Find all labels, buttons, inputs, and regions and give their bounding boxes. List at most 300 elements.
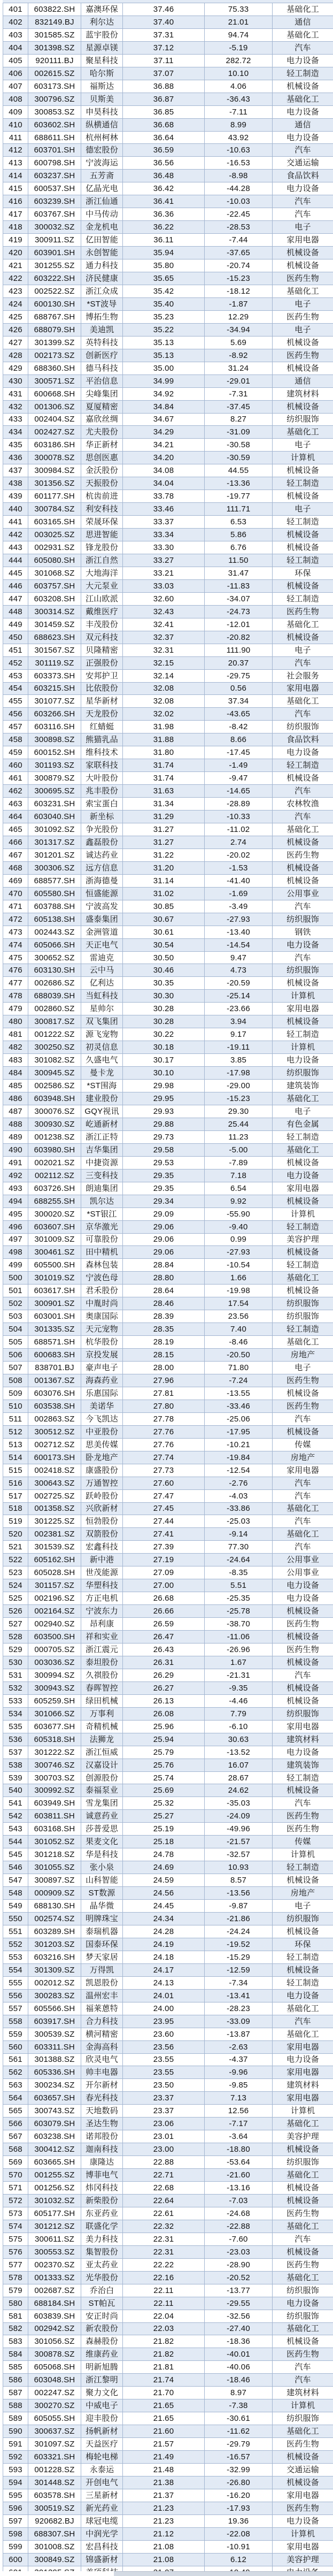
stock-name-cell[interactable]: 大叶股份 [81, 772, 123, 784]
value1-cell[interactable]: 33.27 [123, 554, 205, 567]
stock-name-cell[interactable]: 红蜻蜓 [81, 721, 123, 733]
stock-name-cell[interactable]: 卧龙地产 [81, 1451, 123, 1464]
stock-name-cell[interactable]: 森林包装 [81, 1259, 123, 1271]
stock-name-cell[interactable]: 大地海洋 [81, 567, 123, 579]
value1-cell[interactable]: 24.59 [123, 1874, 205, 1886]
stock-name-cell[interactable]: 思创医惠 [81, 452, 123, 464]
stock-code-cell[interactable]: 301068.SZ [28, 567, 81, 579]
stock-name-cell[interactable]: 聚力文化 [81, 2387, 123, 2399]
stock-code-cell[interactable]: 301052.SZ [28, 1836, 81, 1848]
industry-cell[interactable]: 建筑装饰 [286, 1081, 319, 1091]
value1-cell[interactable]: 27.44 [123, 1515, 205, 1527]
value1-cell[interactable]: 31.74 [123, 759, 205, 771]
row-index-cell[interactable]: 447 [3, 593, 28, 605]
value1-cell[interactable]: 24.78 [123, 1848, 205, 1861]
value1-cell[interactable]: 36.85 [123, 106, 205, 118]
row-index-cell[interactable]: 412 [3, 144, 28, 156]
industry-cell[interactable]: 家用电器 [286, 1004, 319, 1014]
row-index-cell[interactable]: 492 [3, 1169, 28, 1182]
row-index-cell[interactable]: 595 [3, 2489, 28, 2502]
row-index-cell[interactable]: 533 [3, 1695, 28, 1707]
industry-cell[interactable]: 医药生物 [286, 1401, 319, 1411]
stock-code-cell[interactable]: 301055.SZ [28, 1861, 81, 1874]
value2-cell[interactable]: -8.46 [205, 1336, 273, 1348]
row-index-cell[interactable]: 489 [3, 1131, 28, 1143]
industry-cell[interactable]: 基础化工 [286, 2170, 319, 2180]
value1-cell[interactable]: 27.74 [123, 1451, 205, 1464]
value2-cell[interactable]: -30.58 [205, 439, 273, 451]
stock-code-cell[interactable]: 603079.SH [28, 2118, 81, 2130]
value1-cell[interactable]: 31.27 [123, 836, 205, 849]
value2-cell[interactable]: -19.98 [205, 1285, 273, 1297]
stock-code-cell[interactable]: 300898.SZ [28, 733, 81, 746]
row-index-cell[interactable]: 498 [3, 1246, 28, 1258]
row-index-cell[interactable]: 414 [3, 170, 28, 182]
industry-cell[interactable]: 基础化工 [286, 1094, 319, 1103]
stock-code-cell[interactable]: 688184.SH [28, 2297, 81, 2310]
value1-cell[interactable]: 22.04 [123, 2310, 205, 2322]
industry-cell[interactable]: 美容护理 [286, 1235, 319, 1244]
value1-cell[interactable]: 29.06 [123, 1234, 205, 1246]
stock-code-cell[interactable]: 300945.SZ [28, 1067, 81, 1079]
value1-cell[interactable]: 24.69 [123, 1861, 205, 1874]
value2-cell[interactable]: -8.92 [205, 349, 273, 362]
value2-cell[interactable]: -8.35 [205, 1566, 273, 1579]
value1-cell[interactable]: 22.11 [123, 2297, 205, 2310]
stock-code-cell[interactable]: 605028.SH [28, 1566, 81, 1579]
value2-cell[interactable]: 7.13 [205, 2092, 273, 2104]
value1-cell[interactable]: 23.55 [123, 2054, 205, 2066]
value1-cell[interactable]: 21.74 [123, 2374, 205, 2386]
row-index-cell[interactable]: 501 [3, 1285, 28, 1297]
industry-cell[interactable]: 纺织服饰 [286, 1914, 319, 1923]
stock-name-cell[interactable]: 绿田机械 [81, 1695, 123, 1707]
row-index-cell[interactable]: 522 [3, 1554, 28, 1566]
row-index-cell[interactable]: 544 [3, 1836, 28, 1848]
value1-cell[interactable]: 24.56 [123, 1887, 205, 1899]
stock-code-cell[interactable]: 603578.SH [28, 2489, 81, 2502]
row-index-cell[interactable]: 509 [3, 1387, 28, 1400]
industry-cell[interactable]: 电力设备 [286, 1056, 319, 1065]
stock-code-cell[interactable]: 301459.SZ [28, 618, 81, 631]
value1-cell[interactable]: 26.29 [123, 1669, 205, 1681]
stock-code-cell[interactable]: 603216.SH [28, 1951, 81, 1963]
value2-cell[interactable]: -17.95 [205, 1426, 273, 1438]
stock-code-cell[interactable]: 001306.SZ [28, 401, 81, 413]
industry-cell[interactable]: 汽车 [295, 786, 311, 796]
stock-name-cell[interactable]: 梅轮电梯 [81, 2451, 123, 2463]
value2-cell[interactable]: 7.79 [205, 1708, 273, 1720]
stock-name-cell[interactable]: 英特科技 [81, 337, 123, 349]
industry-cell[interactable]: 环保 [295, 1939, 311, 1949]
stock-code-cell[interactable]: 300878.SZ [28, 2348, 81, 2360]
value1-cell[interactable]: 21.37 [123, 2489, 205, 2502]
value1-cell[interactable]: 27.41 [123, 1528, 205, 1540]
industry-cell[interactable]: 计算机 [290, 1209, 315, 1219]
stock-code-cell[interactable]: 605259.SH [28, 1695, 81, 1707]
stock-name-cell[interactable]: 利尔达 [81, 16, 123, 28]
row-index-cell[interactable]: 527 [3, 1618, 28, 1630]
row-index-cell[interactable]: 460 [3, 759, 28, 771]
row-index-cell[interactable]: 524 [3, 1579, 28, 1592]
row-index-cell[interactable]: 426 [3, 324, 28, 336]
industry-cell[interactable]: 基础化工 [286, 286, 319, 296]
value2-cell[interactable]: -32.56 [205, 2310, 273, 2322]
value2-cell[interactable]: -19.77 [205, 490, 273, 502]
stock-name-cell[interactable]: 双元科技 [81, 631, 123, 644]
stock-code-cell[interactable]: 603701.SH [28, 144, 81, 156]
value1-cell[interactable]: 27.09 [123, 1566, 205, 1579]
value2-cell[interactable]: -10.91 [205, 2541, 273, 2553]
value1-cell[interactable]: 21.08 [123, 2554, 205, 2566]
value1-cell[interactable]: 30.61 [123, 926, 205, 938]
value2-cell[interactable]: -24.64 [205, 1554, 273, 1566]
value2-cell[interactable]: -38.70 [205, 1618, 273, 1630]
value1-cell[interactable]: 31.20 [123, 862, 205, 874]
stock-name-cell[interactable]: 利安科技 [81, 503, 123, 515]
industry-cell[interactable]: 汽车 [295, 1799, 311, 1808]
row-index-cell[interactable]: 505 [3, 1336, 28, 1348]
row-index-cell[interactable]: 568 [3, 2143, 28, 2155]
value1-cell[interactable]: 34.29 [123, 426, 205, 438]
row-index-cell[interactable]: 433 [3, 414, 28, 426]
value1-cell[interactable]: 26.08 [123, 1708, 205, 1720]
row-index-cell[interactable]: 417 [3, 208, 28, 220]
row-index-cell[interactable]: 463 [3, 798, 28, 810]
stock-code-cell[interactable]: 002522.SZ [28, 285, 81, 297]
value1-cell[interactable]: 36.22 [123, 221, 205, 233]
value1-cell[interactable]: 21.57 [123, 2438, 205, 2450]
stock-code-cell[interactable]: 600152.SH [28, 746, 81, 759]
stock-name-cell[interactable]: 家联科技 [81, 759, 123, 771]
value1-cell[interactable]: 28.46 [123, 1297, 205, 1310]
row-index-cell[interactable]: 422 [3, 272, 28, 285]
value2-cell[interactable]: -20.74 [205, 259, 273, 272]
stock-name-cell[interactable]: 京投发展 [81, 1349, 123, 1361]
value2-cell[interactable]: -40.01 [205, 2348, 273, 2360]
industry-cell[interactable]: 汽车 [295, 197, 311, 207]
row-index-cell[interactable]: 485 [3, 1080, 28, 1092]
stock-name-cell[interactable]: 天益医疗 [81, 2438, 123, 2450]
stock-code-cell[interactable]: 300314.SZ [28, 606, 81, 618]
value2-cell[interactable]: -29.75 [205, 670, 273, 682]
stock-name-cell[interactable]: 博拓生物 [81, 311, 123, 323]
value1-cell[interactable]: 27.80 [123, 1400, 205, 1412]
industry-cell[interactable]: 纺织服饰 [286, 2158, 319, 2167]
industry-cell[interactable]: 机械设备 [286, 2478, 319, 2487]
stock-code-cell[interactable]: 001367.SZ [28, 1374, 81, 1387]
industry-cell[interactable]: 房地产 [290, 1350, 315, 1360]
value1-cell[interactable]: 36.48 [123, 170, 205, 182]
value2-cell[interactable]: -7.60 [205, 2233, 273, 2245]
value1-cell[interactable]: 33.30 [123, 541, 205, 554]
value1-cell[interactable]: 25.76 [123, 1759, 205, 1771]
stock-name-cell[interactable]: 云中马 [81, 964, 123, 976]
stock-code-cell[interactable]: 300250.SZ [28, 1041, 81, 1053]
value1-cell[interactable]: 25.19 [123, 1823, 205, 1835]
stock-name-cell[interactable]: *ST围海 [81, 1080, 123, 1092]
stock-name-cell[interactable]: 集智股份 [81, 2246, 123, 2258]
industry-cell[interactable]: 汽车 [295, 1542, 311, 1552]
value1-cell[interactable]: 33.46 [123, 503, 205, 515]
value2-cell[interactable]: -17.93 [205, 2502, 273, 2514]
row-index-cell[interactable]: 415 [3, 182, 28, 195]
value2-cell[interactable]: -14.65 [205, 785, 273, 797]
value2-cell[interactable]: -10.63 [205, 144, 273, 156]
row-index-cell[interactable]: 402 [3, 16, 28, 28]
stock-code-cell[interactable]: 603040.SH [28, 811, 81, 823]
value1-cell[interactable]: 23.55 [123, 2066, 205, 2078]
stock-name-cell[interactable]: 帅丰电器 [81, 2066, 123, 2078]
stock-code-cell[interactable]: 301399.SZ [28, 337, 81, 349]
stock-name-cell[interactable]: 京华激光 [81, 1221, 123, 1233]
stock-name-cell[interactable]: 大元泵业 [81, 580, 123, 592]
stock-name-cell[interactable]: 天元宠物 [81, 1323, 123, 1335]
stock-name-cell[interactable]: 争光股份 [81, 823, 123, 836]
industry-cell[interactable]: 机械设备 [286, 466, 319, 476]
value2-cell[interactable]: 9.47 [205, 952, 273, 964]
stock-name-cell[interactable]: 贝隆精密 [81, 644, 123, 656]
row-index-cell[interactable]: 459 [3, 746, 28, 759]
industry-cell[interactable]: 基础化工 [286, 2004, 319, 2013]
value1-cell[interactable]: 27.00 [123, 1579, 205, 1592]
stock-name-cell[interactable]: 思进智能 [81, 529, 123, 541]
value2-cell[interactable]: -18.36 [205, 2335, 273, 2348]
value1-cell[interactable]: 29.98 [123, 1080, 205, 1092]
value2-cell[interactable]: -1.69 [205, 888, 273, 900]
stock-name-cell[interactable]: 奥康国际 [81, 1310, 123, 1323]
value1-cell[interactable]: 35.40 [123, 298, 205, 310]
stock-name-cell[interactable]: 尤夫股份 [81, 426, 123, 438]
value2-cell[interactable]: -10.33 [205, 811, 273, 823]
value2-cell[interactable]: -13.55 [205, 1387, 273, 1400]
row-index-cell[interactable]: 495 [3, 1208, 28, 1220]
stock-code-cell[interactable]: 832149.BJ [28, 16, 81, 28]
value1-cell[interactable]: 32.02 [123, 708, 205, 720]
industry-cell[interactable]: 电力设备 [286, 1594, 319, 1603]
stock-code-cell[interactable]: 603222.SH [28, 272, 81, 285]
value2-cell[interactable]: 23.56 [205, 1310, 273, 1323]
industry-cell[interactable]: 基础化工 [286, 94, 319, 104]
row-index-cell[interactable]: 548 [3, 1887, 28, 1899]
value2-cell[interactable]: 37.34 [205, 695, 273, 707]
industry-cell[interactable]: 机械设备 [286, 1876, 319, 1885]
stock-name-cell[interactable]: 双飞集团 [81, 1015, 123, 1028]
value2-cell[interactable]: -20.52 [205, 2272, 273, 2284]
stock-name-cell[interactable]: 天正电气 [81, 939, 123, 951]
stock-name-cell[interactable]: 永泰运 [81, 2464, 123, 2476]
value2-cell[interactable]: -16.20 [205, 2489, 273, 2502]
value2-cell[interactable]: -17.98 [205, 1067, 273, 1079]
stock-name-cell[interactable]: 熊猫乳品 [81, 733, 123, 746]
stock-code-cell[interactable]: 002615.SZ [28, 67, 81, 80]
stock-name-cell[interactable]: 泰福泵业 [81, 1784, 123, 1797]
stock-code-cell[interactable]: 300746.SZ [28, 1759, 81, 1771]
row-index-cell[interactable]: 550 [3, 1913, 28, 1925]
stock-name-cell[interactable]: 万得凯 [81, 1964, 123, 1976]
stock-name-cell[interactable]: 乐惠国际 [81, 1387, 123, 1400]
value1-cell[interactable]: 35.23 [123, 311, 205, 323]
row-index-cell[interactable]: 425 [3, 311, 28, 323]
row-index-cell[interactable]: 408 [3, 93, 28, 105]
stock-code-cell[interactable]: 301066.SZ [28, 1708, 81, 1720]
value1-cell[interactable]: 34.21 [123, 439, 205, 451]
value2-cell[interactable]: -25.35 [205, 1592, 273, 1604]
value1-cell[interactable]: 28.80 [123, 1272, 205, 1284]
value2-cell[interactable]: -13.52 [205, 1746, 273, 1759]
value1-cell[interactable]: 36.41 [123, 195, 205, 208]
value1-cell[interactable]: 35.00 [123, 362, 205, 374]
stock-code-cell[interactable]: 603917.SH [28, 2015, 81, 2028]
stock-code-cell[interactable]: 605566.SH [28, 2002, 81, 2015]
stock-name-cell[interactable]: 天地数码 [81, 2105, 123, 2117]
value1-cell[interactable]: 29.93 [123, 1105, 205, 1118]
stock-code-cell[interactable]: 605080.SH [28, 554, 81, 567]
stock-name-cell[interactable]: 德马科技 [81, 362, 123, 374]
stock-name-cell[interactable]: 山科智能 [81, 1874, 123, 1886]
row-index-cell[interactable]: 416 [3, 195, 28, 208]
row-index-cell[interactable]: 428 [3, 349, 28, 362]
industry-cell[interactable]: 纺织服饰 [286, 2285, 319, 2295]
value2-cell[interactable]: 10.93 [205, 1861, 273, 1874]
industry-cell[interactable]: 基础化工 [286, 30, 319, 40]
value1-cell[interactable]: 28.15 [123, 1349, 205, 1361]
industry-cell[interactable]: 医药生物 [286, 2503, 319, 2513]
stock-code-cell[interactable]: 603822.SH [28, 3, 81, 16]
value1-cell[interactable]: 36.42 [123, 182, 205, 195]
value2-cell[interactable]: -21.60 [205, 2169, 273, 2181]
value1-cell[interactable]: 35.94 [123, 247, 205, 259]
row-index-cell[interactable]: 504 [3, 1323, 28, 1335]
stock-name-cell[interactable]: 创源股份 [81, 1772, 123, 1784]
row-index-cell[interactable]: 429 [3, 362, 28, 374]
industry-cell[interactable]: 机械设备 [286, 1965, 319, 1975]
industry-cell[interactable]: 基础化工 [286, 427, 319, 437]
row-index-cell[interactable]: 596 [3, 2502, 28, 2514]
value1-cell[interactable]: 36.11 [123, 234, 205, 246]
industry-cell[interactable]: 轻工制造 [286, 1952, 319, 1962]
value2-cell[interactable]: -8.42 [205, 721, 273, 733]
value1-cell[interactable]: 26.66 [123, 1605, 205, 1617]
row-index-cell[interactable]: 494 [3, 1195, 28, 1207]
value2-cell[interactable]: -1.87 [205, 298, 273, 310]
industry-cell[interactable]: 传媒 [295, 1837, 311, 1847]
stock-code-cell[interactable]: 688623.SH [28, 631, 81, 644]
industry-cell[interactable]: 机械设备 [286, 979, 319, 988]
stock-code-cell[interactable]: 300796.SZ [28, 93, 81, 105]
industry-cell[interactable]: 汽车 [295, 146, 311, 155]
value2-cell[interactable]: -6.10 [205, 1721, 273, 1733]
industry-cell[interactable]: 家用电器 [286, 1722, 319, 1731]
stock-code-cell[interactable]: 603116.SH [28, 721, 81, 733]
row-index-cell[interactable]: 556 [3, 1990, 28, 2002]
value2-cell[interactable]: -20.82 [205, 631, 273, 644]
stock-name-cell[interactable]: 雪龙集团 [81, 1797, 123, 1809]
stock-name-cell[interactable]: 浙江震元 [81, 1644, 123, 1656]
stock-code-cell[interactable]: 605068.SH [28, 2361, 81, 2373]
stock-code-cell[interactable]: 300743.SZ [28, 2105, 81, 2117]
value2-cell[interactable]: 1.67 [205, 1656, 273, 1669]
stock-code-cell[interactable]: 002164.SZ [28, 1605, 81, 1617]
stock-name-cell[interactable]: 宁波高发 [81, 900, 123, 913]
value1-cell[interactable]: 34.20 [123, 452, 205, 464]
row-index-cell[interactable]: 586 [3, 2374, 28, 2386]
industry-cell[interactable]: 机械设备 [286, 2196, 319, 2205]
value1-cell[interactable]: 30.30 [123, 990, 205, 1002]
value2-cell[interactable]: -28.90 [205, 2259, 273, 2271]
value1-cell[interactable]: 31.14 [123, 875, 205, 887]
stock-code-cell[interactable]: 301398.SZ [28, 42, 81, 54]
stock-code-cell[interactable]: 603607.SH [28, 1221, 81, 1233]
stock-name-cell[interactable]: 源飞宠物 [81, 1028, 123, 1041]
stock-name-cell[interactable]: 华是科技 [81, 1848, 123, 1861]
value2-cell[interactable]: -7.44 [205, 234, 273, 246]
value1-cell[interactable]: 27.76 [123, 1439, 205, 1451]
value1-cell[interactable]: 21.65 [123, 2399, 205, 2412]
industry-cell[interactable]: 机械设备 [286, 1248, 319, 1257]
stock-code-cell[interactable]: 003036.SZ [28, 1656, 81, 1669]
stock-code-cell[interactable]: 301585.SZ [28, 29, 81, 41]
industry-cell[interactable]: 医药生物 [286, 2440, 319, 2449]
stock-name-cell[interactable]: 久盛电气 [81, 1054, 123, 1066]
row-index-cell[interactable]: 583 [3, 2335, 28, 2348]
stock-name-cell[interactable]: 宏昌科技 [81, 2541, 123, 2553]
row-index-cell[interactable]: 579 [3, 2284, 28, 2297]
stock-code-cell[interactable]: 003025.SZ [28, 529, 81, 541]
stock-name-cell[interactable]: 豪声电子 [81, 1362, 123, 1374]
row-index-cell[interactable]: 476 [3, 964, 28, 976]
value2-cell[interactable]: 0.56 [205, 683, 273, 695]
stock-code-cell[interactable]: 688307.SH [28, 2528, 81, 2540]
value1-cell[interactable]: 31.88 [123, 733, 205, 746]
row-index-cell[interactable]: 442 [3, 529, 28, 541]
stock-code-cell[interactable]: 605336.SH [28, 2066, 81, 2078]
value2-cell[interactable]: -18.80 [205, 2143, 273, 2155]
row-index-cell[interactable]: 551 [3, 1925, 28, 1938]
value2-cell[interactable]: -11.62 [205, 2425, 273, 2437]
value2-cell[interactable]: 6.54 [205, 1182, 273, 1195]
industry-cell[interactable]: 电力设备 [286, 1581, 319, 1591]
value1-cell[interactable]: 32.15 [123, 657, 205, 669]
industry-cell[interactable]: 建筑装饰 [286, 1760, 319, 1770]
row-index-cell[interactable]: 441 [3, 516, 28, 528]
value2-cell[interactable]: 21.01 [205, 16, 273, 28]
stock-code-cell[interactable]: 603726.SH [28, 1182, 81, 1195]
value2-cell[interactable]: 19.36 [205, 2515, 273, 2527]
value2-cell[interactable]: -1.49 [205, 759, 273, 771]
stock-code-cell[interactable]: 603602.SH [28, 119, 81, 131]
row-index-cell[interactable]: 592 [3, 2451, 28, 2463]
industry-cell[interactable]: 基础化工 [286, 4, 319, 14]
industry-cell[interactable]: 汽车 [295, 812, 311, 822]
value2-cell[interactable]: -11.83 [205, 580, 273, 592]
stock-name-cell[interactable]: 中威电子 [81, 2399, 123, 2412]
row-index-cell[interactable]: 403 [3, 29, 28, 41]
stock-name-cell[interactable]: 联盛化学 [81, 2220, 123, 2233]
stock-name-cell[interactable]: ST数源 [81, 1887, 123, 1899]
value1-cell[interactable]: 25.74 [123, 1772, 205, 1784]
row-index-cell[interactable]: 536 [3, 1733, 28, 1746]
row-index-cell[interactable]: 534 [3, 1708, 28, 1720]
row-index-cell[interactable]: 541 [3, 1797, 28, 1809]
value2-cell[interactable]: 16.07 [205, 1759, 273, 1771]
stock-name-cell[interactable]: 明牌珠宝 [81, 1913, 123, 1925]
value1-cell[interactable]: 34.84 [123, 401, 205, 413]
value2-cell[interactable]: 9.92 [205, 1195, 273, 1207]
stock-name-cell[interactable]: 祥和实业 [81, 1631, 123, 1643]
value2-cell[interactable]: -18.12 [205, 285, 273, 297]
industry-cell[interactable]: 基础化工 [286, 1273, 319, 1283]
